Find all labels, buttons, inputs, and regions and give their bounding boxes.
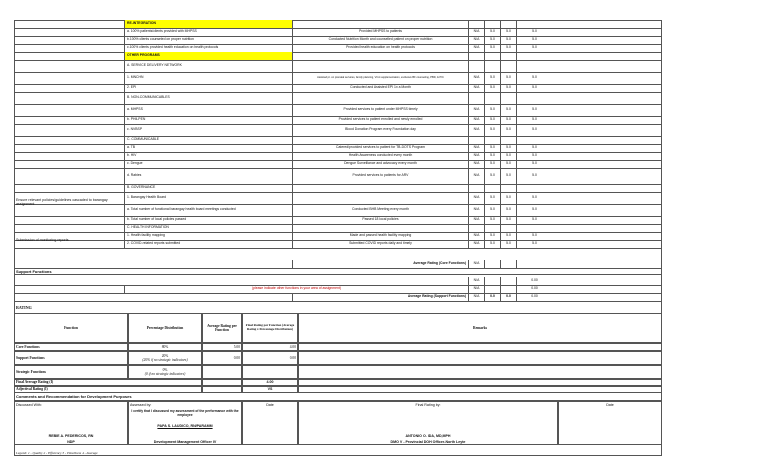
cell-target — [292, 60, 468, 72]
avg-core-value: N/A — [468, 260, 484, 268]
cell-v3 — [516, 224, 552, 232]
cell-task: b. HIV — [124, 152, 292, 160]
cell-target — [292, 20, 468, 28]
cell-na: N/A — [468, 72, 484, 84]
summary-cell — [242, 365, 298, 379]
hdr-final: Final Rating per Function (Average Rating x Percentage Distribution) — [242, 313, 298, 343]
discussed-name: REBIE A. PEDERICOS, RN — [48, 434, 94, 438]
cell-na — [468, 60, 484, 72]
cell-task: 1. Health facility mapping — [124, 232, 292, 240]
reports-note: Submission of monitoring reports — [16, 238, 69, 242]
cell-v2: 5.0 — [500, 84, 516, 92]
cell-na: N/A — [468, 232, 484, 240]
hdr-avg: Average Rating per Function — [202, 313, 242, 343]
cell-task: c. NVBSP — [124, 124, 292, 136]
cell-v2: 5.0 — [500, 168, 516, 184]
cell-task: A. SERVICE DELIVERY NETWORK — [124, 60, 292, 72]
cell-v3: 5.0 — [516, 104, 552, 116]
final-rater-position: DMO V - Provincial DOH Officer-North Leyte — [390, 440, 466, 444]
cell-task: 2. EPI — [124, 84, 292, 92]
cell-v2: 5.0 — [500, 72, 516, 84]
cell-v3 — [516, 20, 552, 28]
cell-na: N/A — [468, 44, 484, 52]
cell-v1: 5.0 — [484, 84, 500, 92]
cell-task: b. PHILPEN — [124, 116, 292, 124]
cell-v3: 5.0 — [516, 204, 552, 216]
cell-na: N/A — [468, 104, 484, 116]
cell-v1 — [484, 224, 500, 232]
final-avg-value: 4.00 — [242, 379, 298, 386]
summary-cell — [298, 351, 662, 365]
cell-na — [468, 136, 484, 144]
cell-v2 — [500, 184, 516, 192]
pct-note: (20% if no strategic indicators) — [142, 358, 188, 362]
final-avg-label: Final Average Rating (I) — [14, 379, 202, 386]
summary-cell — [298, 365, 662, 379]
cell-v1: 5.0 — [484, 204, 500, 216]
cell-target: Provided services to patient under MHPSS timely — [292, 104, 468, 116]
cell-v3: 5.0 — [516, 216, 552, 224]
cell-target — [292, 192, 468, 204]
cell-task: a. MHPSS — [124, 104, 292, 116]
summary-cell: Support Functions — [14, 351, 128, 365]
cell-v1: 5.0 — [484, 72, 500, 84]
cell-v1: 5.0 — [484, 104, 500, 116]
cell-v2 — [500, 136, 516, 144]
cell-v1 — [484, 92, 500, 104]
cell-task: b.100% clients counseled on proper nutrition — [124, 36, 292, 44]
cell-na: N/A — [468, 84, 484, 92]
cell-v2 — [500, 20, 516, 28]
cell-na: N/A — [468, 168, 484, 184]
cell-v3: 5.0 — [516, 168, 552, 184]
cell-v3 — [516, 60, 552, 72]
cell-v1 — [484, 52, 500, 60]
cell-v2: 5.0 — [500, 104, 516, 116]
cell-v1: 5.0 — [484, 160, 500, 168]
cell-na: N/A — [468, 124, 484, 136]
cell-target — [292, 92, 468, 104]
cell-v1: 5.0 — [484, 216, 500, 224]
cell-v2 — [500, 224, 516, 232]
cell-v3 — [516, 52, 552, 60]
cell-na: N/A — [468, 204, 484, 216]
cell-v1: 5.0 — [484, 44, 500, 52]
hdr-function: Function — [14, 313, 128, 343]
cell-v2: 5.0 — [500, 36, 516, 44]
summary-cell — [128, 365, 202, 379]
cell-target: Made and passed health facility mapping — [292, 232, 468, 240]
cell-task: 1. Barangay Health Board — [124, 192, 292, 204]
cell-v2 — [500, 60, 516, 72]
legend: Legend: 1 - Quality 2 - Efficiency 3 - Timeliness 4 - Average — [16, 451, 98, 455]
cell-target: Dengue Surveillance and advocacy every month — [292, 160, 468, 168]
cell-na: N/A — [468, 144, 484, 152]
summary-cell: 5.00 — [202, 343, 242, 351]
cell-v2: 5.0 — [500, 216, 516, 224]
cell-v1 — [484, 184, 500, 192]
cell-target: Submitted COVID reports daily and timely — [292, 240, 468, 248]
date2-cell: Date — [558, 401, 662, 445]
cell-task: a. TB — [124, 144, 292, 152]
cell-task: RE-INTEGRATION — [124, 20, 292, 28]
cell-na — [468, 52, 484, 60]
hdr-pct: Percentage Distribution — [128, 313, 202, 343]
pct-value: 0% — [162, 367, 168, 372]
pct-note: (0 if no strategic indicators) — [144, 372, 186, 376]
cell-v2: 5.0 — [500, 152, 516, 160]
assessed-cell: Assessed by: — [128, 401, 242, 445]
avg-support-row: Average Rating (Support Functions) N/A 0.0 0.0 0.00 — [14, 293, 662, 302]
support-functions-title: Support Functions — [14, 268, 662, 275]
summary-cell: Strategic Functions — [14, 365, 128, 379]
adjectival-value: VS — [242, 386, 298, 393]
cell-na: N/A — [468, 240, 484, 248]
cell-v2: 5.0 — [500, 240, 516, 248]
summary-cell — [128, 343, 202, 351]
cell-task: b. Total number of local policies passed — [124, 216, 292, 224]
discussed-cell: Discussed With: — [14, 401, 128, 445]
comments-title: Comments and Recommendation for Development Purposes — [14, 393, 662, 401]
cell-v3: 5.0 — [516, 152, 552, 160]
adjectival-label: Adjectival Rating (I) — [14, 386, 202, 393]
cell-target: Conducted Nutrition Month and counselled patient on proper nutrition — [292, 36, 468, 44]
policy-note: Ensure relevant policies/guidelines cascaded to barangay assignment — [16, 198, 108, 207]
cell-v3: 5.0 — [516, 192, 552, 204]
summary-cell: 4.00 — [242, 343, 298, 351]
cell-v1: 5.0 — [484, 240, 500, 248]
cell-target: Catered/provided services to patient for TB-DOTS Program — [292, 144, 468, 152]
discussed-position: NDP — [67, 440, 75, 444]
support-hint: (please indicate other functions in your area of assignment) — [124, 285, 468, 293]
cell-na: N/A — [468, 192, 484, 204]
cell-v1 — [484, 60, 500, 72]
cell-v2: 5.0 — [500, 160, 516, 168]
cell-v3: 5.0 — [516, 44, 552, 52]
cell-na: N/A — [468, 216, 484, 224]
cell-v1: 5.0 — [484, 152, 500, 160]
cell-v2: 5.0 — [500, 124, 516, 136]
hdr-remarks: Remarks — [298, 313, 662, 343]
cell-v2: 5.0 — [500, 192, 516, 204]
cell-v3 — [516, 136, 552, 144]
cell-v3: 5.0 — [516, 124, 552, 136]
cell-task: 2. COVID-related reports submitted — [124, 240, 292, 248]
cell-v1: 5.0 — [484, 144, 500, 152]
support-row-2: (please indicate other functions in your area of assignment) N/A 0.00 — [14, 285, 662, 294]
assessed-certify-note: I certify that I discussed my assessment of the performance with the employee — [131, 409, 239, 418]
cell-v3: 5.0 — [516, 72, 552, 84]
cell-v1 — [484, 20, 500, 28]
final-rater-name: ANTONIO O. IDA, MD,MPH — [405, 434, 451, 438]
summary-cell: 0.00 — [242, 351, 298, 365]
cell-target — [292, 136, 468, 144]
cell-target — [292, 52, 468, 60]
cell-task: c. Dengue — [124, 160, 292, 168]
cell-v1: 5.0 — [484, 192, 500, 204]
cell-v2 — [500, 92, 516, 104]
cell-task: C. COMMUNICABLE — [124, 136, 292, 144]
avg-support-label: Average Rating (Support Functions) — [292, 293, 468, 301]
cell-target: Conducted and Assisted EPI 1x a Month — [292, 84, 468, 92]
cell-target — [292, 184, 468, 192]
cell-v2: 5.0 — [500, 28, 516, 36]
cell-v3: 5.0 — [516, 160, 552, 168]
summary-cell: Core Functions — [14, 343, 128, 351]
cell-v2: 5.0 — [500, 232, 516, 240]
summary-cell — [298, 343, 662, 351]
cell-task: a. Total number of functional barangay health board meetings conducted — [124, 204, 292, 216]
cell-task: d. Rabies — [124, 168, 292, 184]
avg-core-label: Average Rating (Core Functions) — [292, 260, 468, 268]
summary-cell — [202, 365, 242, 379]
cell-task: 1. MNCHN — [124, 72, 292, 84]
cell-target — [292, 224, 468, 232]
cell-v3: 5.0 — [516, 240, 552, 248]
cell-v3: 5.0 — [516, 144, 552, 152]
cell-na — [468, 224, 484, 232]
cell-v1: 5.0 — [484, 124, 500, 136]
cell-v3: 5.0 — [516, 116, 552, 124]
rating-title: RATING — [16, 305, 32, 310]
cell-target: Assisted pt. on prenatal services, family planning, Vit A supplementation, exclusive BF counseling, PBD, & PIC — [292, 72, 468, 84]
support-row-1: N/A 0.00 — [14, 277, 662, 286]
cell-target: Provided MHPSS to patients — [292, 28, 468, 36]
cell-v1 — [484, 136, 500, 144]
summary-cell: 0.00 — [202, 351, 242, 365]
cell-v3: 5.0 — [516, 232, 552, 240]
cell-target: Blood Donation Program every Foundation day — [292, 124, 468, 136]
pct-value: 20% — [161, 353, 169, 358]
cell-v3: 5.0 — [516, 84, 552, 92]
pct-value: 80% — [161, 344, 169, 349]
cell-target: Conducted BHB Meeting every month — [292, 204, 468, 216]
cell-na: N/A — [468, 36, 484, 44]
cell-v2: 5.0 — [500, 144, 516, 152]
cell-v3 — [516, 92, 552, 104]
cell-v2 — [500, 52, 516, 60]
cell-v1: 5.0 — [484, 168, 500, 184]
summary-cell — [128, 351, 202, 365]
cell-task: a. 100% patients/clients provided with MHPSS — [124, 28, 292, 36]
date1-cell: Date — [242, 401, 298, 445]
final-rating-cell: Final Rating by: — [298, 401, 558, 445]
cell-na — [468, 92, 484, 104]
cell-v1: 5.0 — [484, 116, 500, 124]
cell-task: C. HEALTH INFORMATION — [124, 224, 292, 232]
cell-target: Provided services to patients for ARV — [292, 168, 468, 184]
cell-v1: 5.0 — [484, 28, 500, 36]
assessed-position: Development Management Officer IV — [153, 440, 217, 444]
cell-target: Health Awareness conducted every month — [292, 152, 468, 160]
cell-na: N/A — [468, 116, 484, 124]
cell-v3 — [516, 184, 552, 192]
cell-v1: 5.0 — [484, 232, 500, 240]
cell-task: c.100% clients provided health education on health protocols — [124, 44, 292, 52]
cell-target: Provided health education on health protocols — [292, 44, 468, 52]
cell-na: N/A — [468, 28, 484, 36]
cell-v1: 5.0 — [484, 36, 500, 44]
cell-na — [468, 20, 484, 28]
cell-v2: 5.0 — [500, 204, 516, 216]
cell-v2: 5.0 — [500, 44, 516, 52]
table-row — [14, 168, 662, 185]
assessor-name: PAPA S. LAUDICO, RN/PARAMM — [157, 424, 213, 428]
cell-na: N/A — [468, 160, 484, 168]
cell-v3: 5.0 — [516, 36, 552, 44]
cell-v3: 5.0 — [516, 28, 552, 36]
cell-target: Passed 18 local policies — [292, 216, 468, 224]
cell-na: N/A — [468, 152, 484, 160]
cell-task: OTHER PROGRAMS — [124, 52, 292, 60]
cell-target: Provided services to patient enrolled and newly enrolled — [292, 116, 468, 124]
cell-task: B. GOVERNANCE — [124, 184, 292, 192]
cell-v2: 5.0 — [500, 116, 516, 124]
cell-task: B. NON-COMMUNICABLES — [124, 92, 292, 104]
cell-na — [468, 184, 484, 192]
